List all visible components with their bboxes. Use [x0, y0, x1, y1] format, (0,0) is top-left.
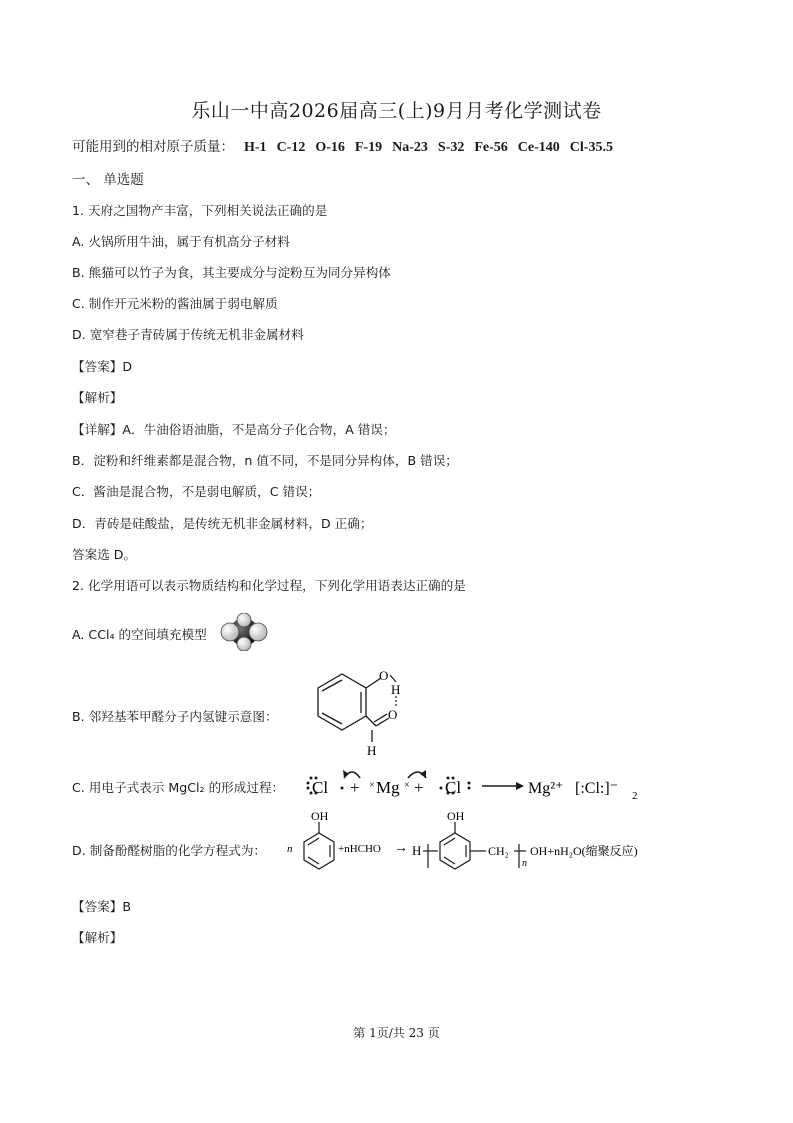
- q1-option-c: C. 制作开元米粉的酱油属于弱电解质: [72, 296, 278, 311]
- struct-b-hydrogen-1: H: [391, 682, 401, 697]
- q1-detail-a: 【详解】A．牛油俗语油脂，不是高分子化合物，A 错误；: [72, 422, 396, 437]
- page-footer: 第 1页/共 23 页: [353, 1026, 440, 1040]
- eq-c-plus-2: +: [414, 778, 424, 797]
- eq-d-sub-n: n: [522, 858, 527, 869]
- atomic-mass-label: 可能用到的相对原子质量：: [72, 139, 234, 155]
- eq-c-cl-right: Cl: [445, 778, 462, 797]
- eq-d-tail: OH+nH₂O(缩聚反应): [530, 844, 638, 858]
- eq-c-mg: Mg: [376, 778, 400, 797]
- atomic-mass-item: O-16: [315, 140, 345, 155]
- q1-detail-c: C．酱油是混合物，不是弱电解质，C 错误；: [72, 484, 321, 499]
- eq-c-subscript-2: 2: [632, 790, 638, 802]
- eq-c-plus-1: +: [350, 778, 360, 797]
- atomic-mass-item: Cl-35.5: [569, 140, 613, 155]
- page-title: 乐山一中高2026届高三(上)9月月考化学测试卷: [191, 100, 602, 122]
- eq-c-product-cl: [:Cl:]⁻: [575, 780, 619, 797]
- struct-b-oxygen-2: O: [388, 707, 398, 722]
- atomic-mass-item: Fe-56: [474, 140, 508, 155]
- q2-stem: 2. 化学用语可以表示物质结构和化学过程，下列化学用语表达正确的是: [72, 578, 466, 593]
- q2-option-a: A. CCl₄ 的空间填充模型: [72, 627, 207, 642]
- eq-d-h: H: [412, 843, 422, 858]
- eq-d-ch2: CH₂: [488, 844, 509, 858]
- q1-option-d: D. 宽窄巷子青砖属于传统无机非金属材料: [72, 327, 304, 342]
- mgcl2-formation-equation: [300, 766, 640, 806]
- eq-c-cl-left: Cl: [312, 778, 329, 797]
- eq-d-n: n: [287, 843, 293, 855]
- q1-detail-d: D．青砖是硅酸盐，是传统无机非金属材料，D 正确；: [72, 516, 373, 531]
- q1-conclusion: 答案选 D。: [72, 547, 137, 562]
- q1-option-b: B. 熊猫可以竹子为食，其主要成分与淀粉互为同分异构体: [72, 265, 391, 280]
- section-title: 一、 单选题: [72, 172, 144, 188]
- eq-c-x-mark: ×: [369, 780, 375, 791]
- o-hydroxybenzaldehyde-structure: [296, 664, 406, 760]
- phenolic-resin-equation: [286, 808, 706, 888]
- eq-d-hcho: +nHCHO: [338, 843, 381, 855]
- eq-c-x-mark: ×: [404, 780, 410, 791]
- q1-answer: 【答案】D: [72, 359, 133, 374]
- q2-option-c: C. 用电子式表示 MgCl₂ 的形成过程：: [72, 780, 285, 795]
- ccl4-space-filling-model-image: [218, 613, 270, 651]
- eq-d-oh-2: OH: [447, 809, 465, 823]
- eq-d-oh-1: OH: [311, 809, 329, 823]
- atomic-mass-item: S-32: [437, 140, 465, 155]
- eq-d-arrow: →: [394, 841, 408, 856]
- q2-analysis-label: 【解析】: [72, 930, 123, 945]
- q1-analysis-label: 【解析】: [72, 390, 123, 405]
- atomic-mass-item: Na-23: [392, 140, 428, 155]
- q1-detail-b: B．淀粉和纤维素都是混合物，n 值不同，不是同分异构体，B 错误；: [72, 453, 458, 468]
- struct-b-hydrogen-2: H: [367, 743, 377, 758]
- atomic-mass-item: H-1: [244, 140, 267, 155]
- q1-stem: 1. 天府之国物产丰富，下列相关说法正确的是: [72, 203, 328, 218]
- struct-b-oxygen-1: O: [379, 668, 389, 683]
- eq-c-product-mg: Mg²⁺: [528, 780, 564, 797]
- q2-option-b: B. 邻羟基苯甲醛分子内氢键示意图：: [72, 709, 278, 724]
- atomic-mass-item: C-12: [276, 140, 306, 155]
- atomic-mass-item: F-19: [354, 140, 383, 155]
- q1-option-a: A. 火锅所用牛油，属于有机高分子材料: [72, 234, 290, 249]
- atomic-mass-line: [72, 135, 613, 156]
- atomic-mass-item: Ce-140: [517, 140, 560, 155]
- q2-option-d: D. 制备酚醛树脂的化学方程式为：: [72, 843, 267, 858]
- q2-answer: 【答案】B: [72, 899, 132, 914]
